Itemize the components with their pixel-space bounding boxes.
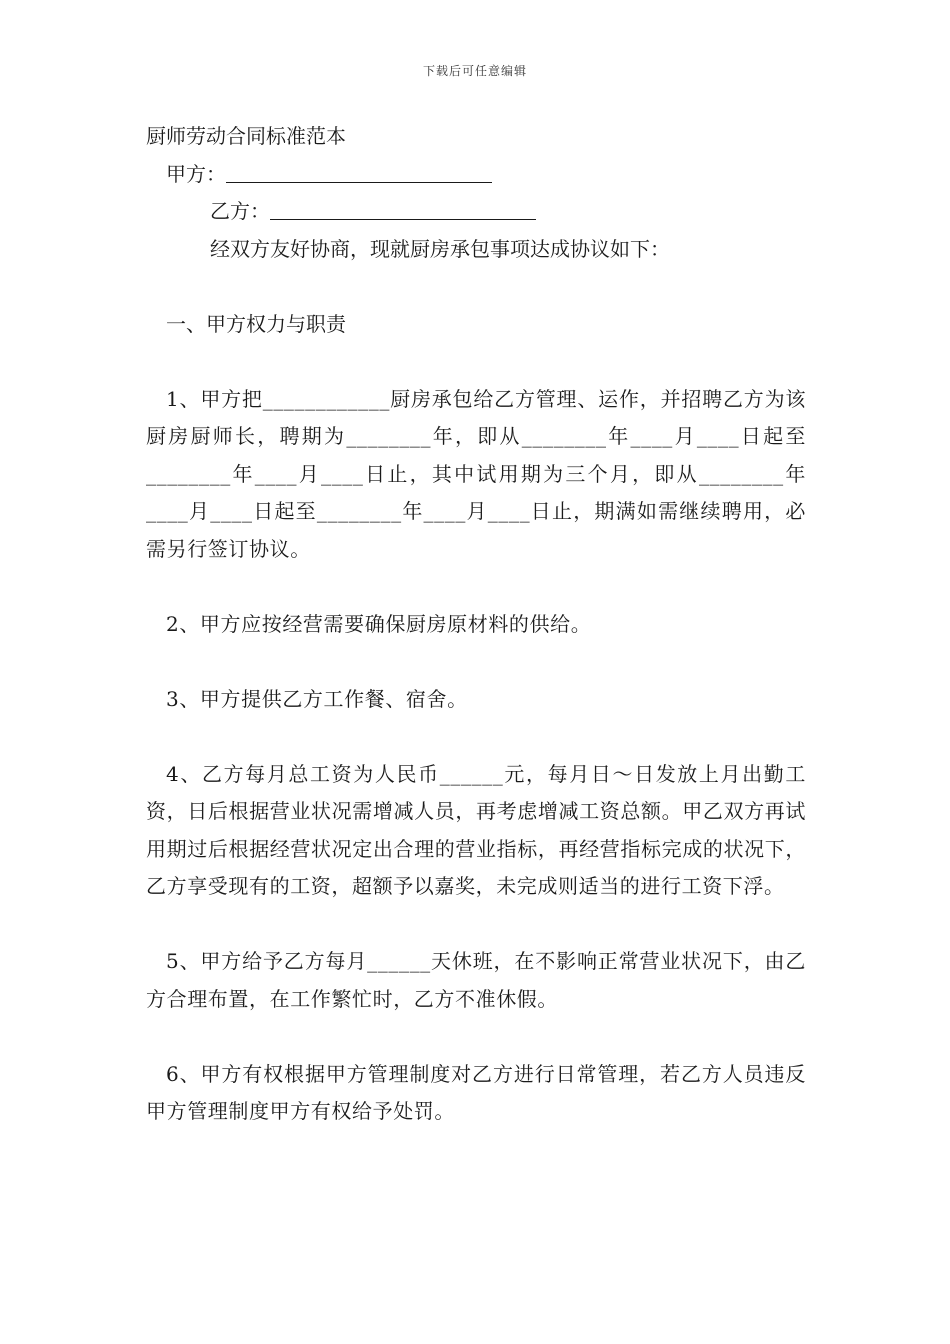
section-heading: 一、甲方权力与职责 bbox=[166, 311, 346, 336]
spacer bbox=[146, 1018, 806, 1056]
spacer bbox=[146, 343, 806, 381]
clause-5: 5、甲方给予乙方每月______天休班，在不影响正常营业状况下，由乙方合理布置，在工作繁忙时，乙方不准休假。 bbox=[146, 949, 806, 1011]
document-body bbox=[146, 118, 806, 1131]
spacer bbox=[146, 718, 806, 756]
clause-1: 1、甲方把____________厨房承包给乙方管理、运作，并招聘乙方为该厨房厨师长，聘期为________年，即从________年____月____日起至________年____月____日止，其中试用期为三个月，即从________年____月____日起至________年____月____日止，期满如需继续聘用，必需另行签订协议。 bbox=[146, 386, 806, 561]
spacer bbox=[146, 643, 806, 681]
party-b-line bbox=[146, 193, 806, 231]
party-a-label: 甲方： bbox=[166, 161, 226, 186]
spacer bbox=[146, 568, 806, 606]
party-b-blank bbox=[270, 199, 536, 220]
spacer bbox=[146, 268, 806, 306]
clause-6: 6、甲方有权根据甲方管理制度对乙方进行日常管理，若乙方人员违反甲方管理制度甲方有权给予处罚。 bbox=[146, 1061, 806, 1123]
page-header-note: 下载后可任意编辑 bbox=[422, 64, 527, 78]
party-a-line bbox=[146, 156, 806, 194]
document-title: 厨师劳动合同标准范本 bbox=[146, 124, 346, 148]
spacer bbox=[146, 906, 806, 944]
clause-4: 4、乙方每月总工资为人民币______元，每月日～日发放上月出勤工资，日后根据营业状况需增减人员，再考虑增减工资总额。甲乙双方再试用期过后根据经营状况定出合理的营业指标，再经营指标完成的状况下，乙方享受现有的工资，超额予以嘉奖，未完成则适当的进行工资下浮。 bbox=[146, 761, 806, 898]
party-b-label: 乙方： bbox=[210, 199, 270, 223]
clause-2: 2、甲方应按经营需要确保厨房原材料的供给。 bbox=[166, 611, 592, 636]
intro-text: 经双方友好协商，现就厨房承包事项达成协议如下： bbox=[210, 236, 670, 261]
clause-3: 3、甲方提供乙方工作餐、宿舍。 bbox=[166, 686, 468, 711]
party-a-blank bbox=[226, 162, 492, 183]
